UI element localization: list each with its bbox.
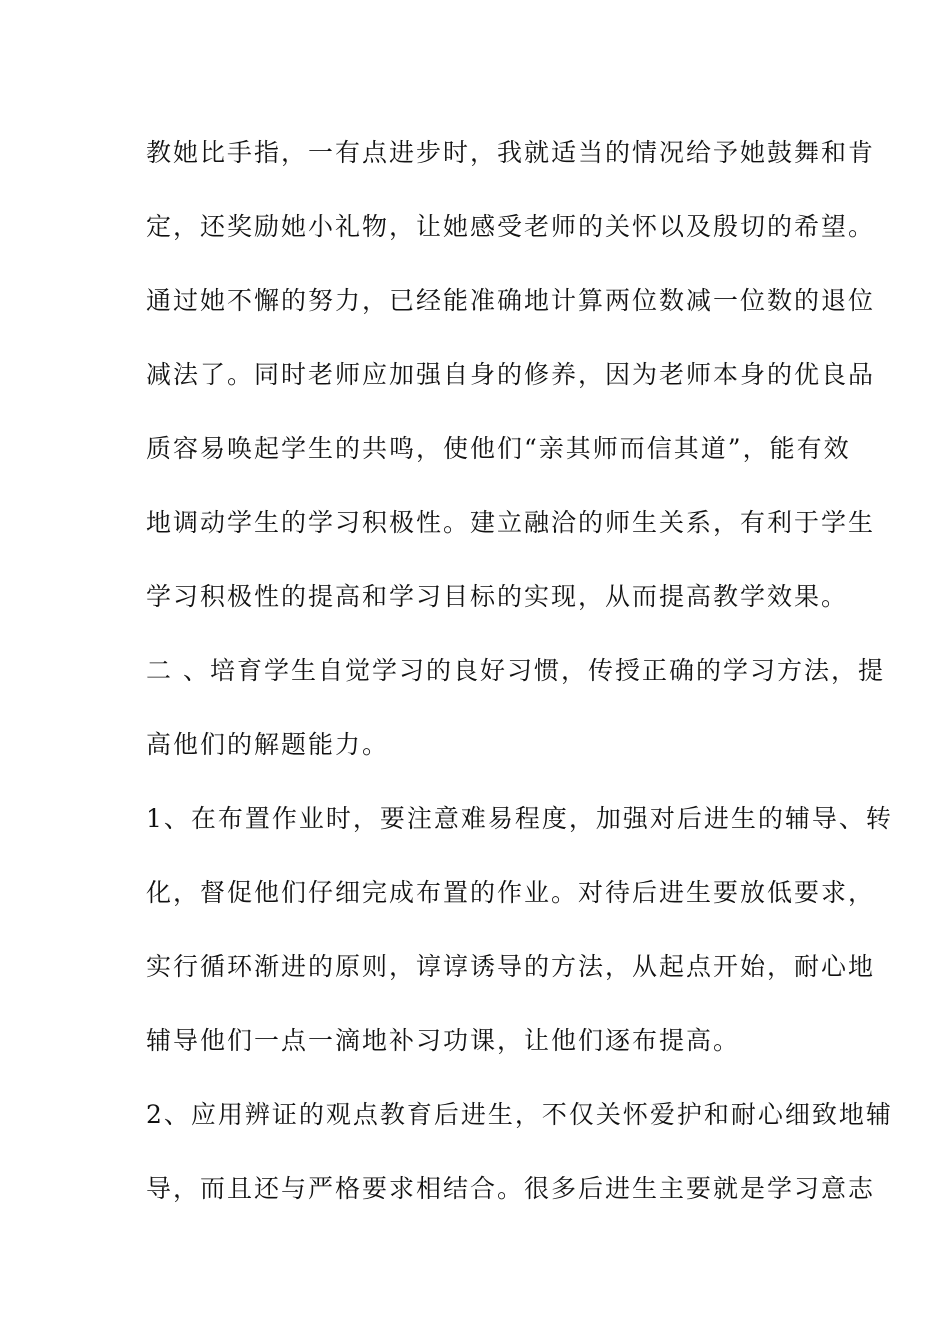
list-item-line: 2、应用辨证的观点教育后进生，不仅关怀爱护和耐心细致地辅 [146, 1100, 893, 1129]
paragraph-line: 教她比手指，一有点进步时，我就适当的情况给予她鼓舞和肯 [146, 138, 876, 167]
list-item-line: 辅导他们一点一滴地补习功课，让他们逐布提高。 [146, 1026, 741, 1055]
paragraph-line: 减法了。同时老师应加强自身的修养，因为老师本身的优良品 [146, 360, 876, 389]
paragraph-line: 通过她不懈的努力，已经能准确地计算两位数减一位数的退位 [146, 286, 876, 315]
list-item-line: 1、在布置作业时，要注意难易程度，加强对后进生的辅导、转 [146, 804, 893, 833]
paragraph-line: 学习积极性的提高和学习目标的实现，从而提高教学效果。 [146, 582, 849, 611]
list-item-line: 实行循环渐进的原则，谆谆诱导的方法，从起点开始，耐心地 [146, 952, 876, 981]
paragraph-line: 质容易唤起学生的共鸣，使他们“亲其师而信其道”，能有效 [146, 434, 851, 463]
list-item-line: 导，而且还与严格要求相结合。很多后进生主要就是学习意志 [146, 1174, 876, 1203]
list-item-line: 化，督促他们仔细完成布置的作业。对待后进生要放低要求， [146, 878, 876, 907]
paragraph-line: 地调动学生的学习积极性。建立融洽的师生关系，有利于学生 [146, 508, 876, 537]
section-heading-line: 高他们的解题能力。 [146, 730, 390, 759]
paragraph-line: 定，还奖励她小礼物，让她感受老师的关怀以及殷切的希望。 [146, 212, 876, 241]
section-heading-line: 二 、培育学生自觉学习的良好习惯，传授正确的学习方法，提 [146, 656, 885, 685]
